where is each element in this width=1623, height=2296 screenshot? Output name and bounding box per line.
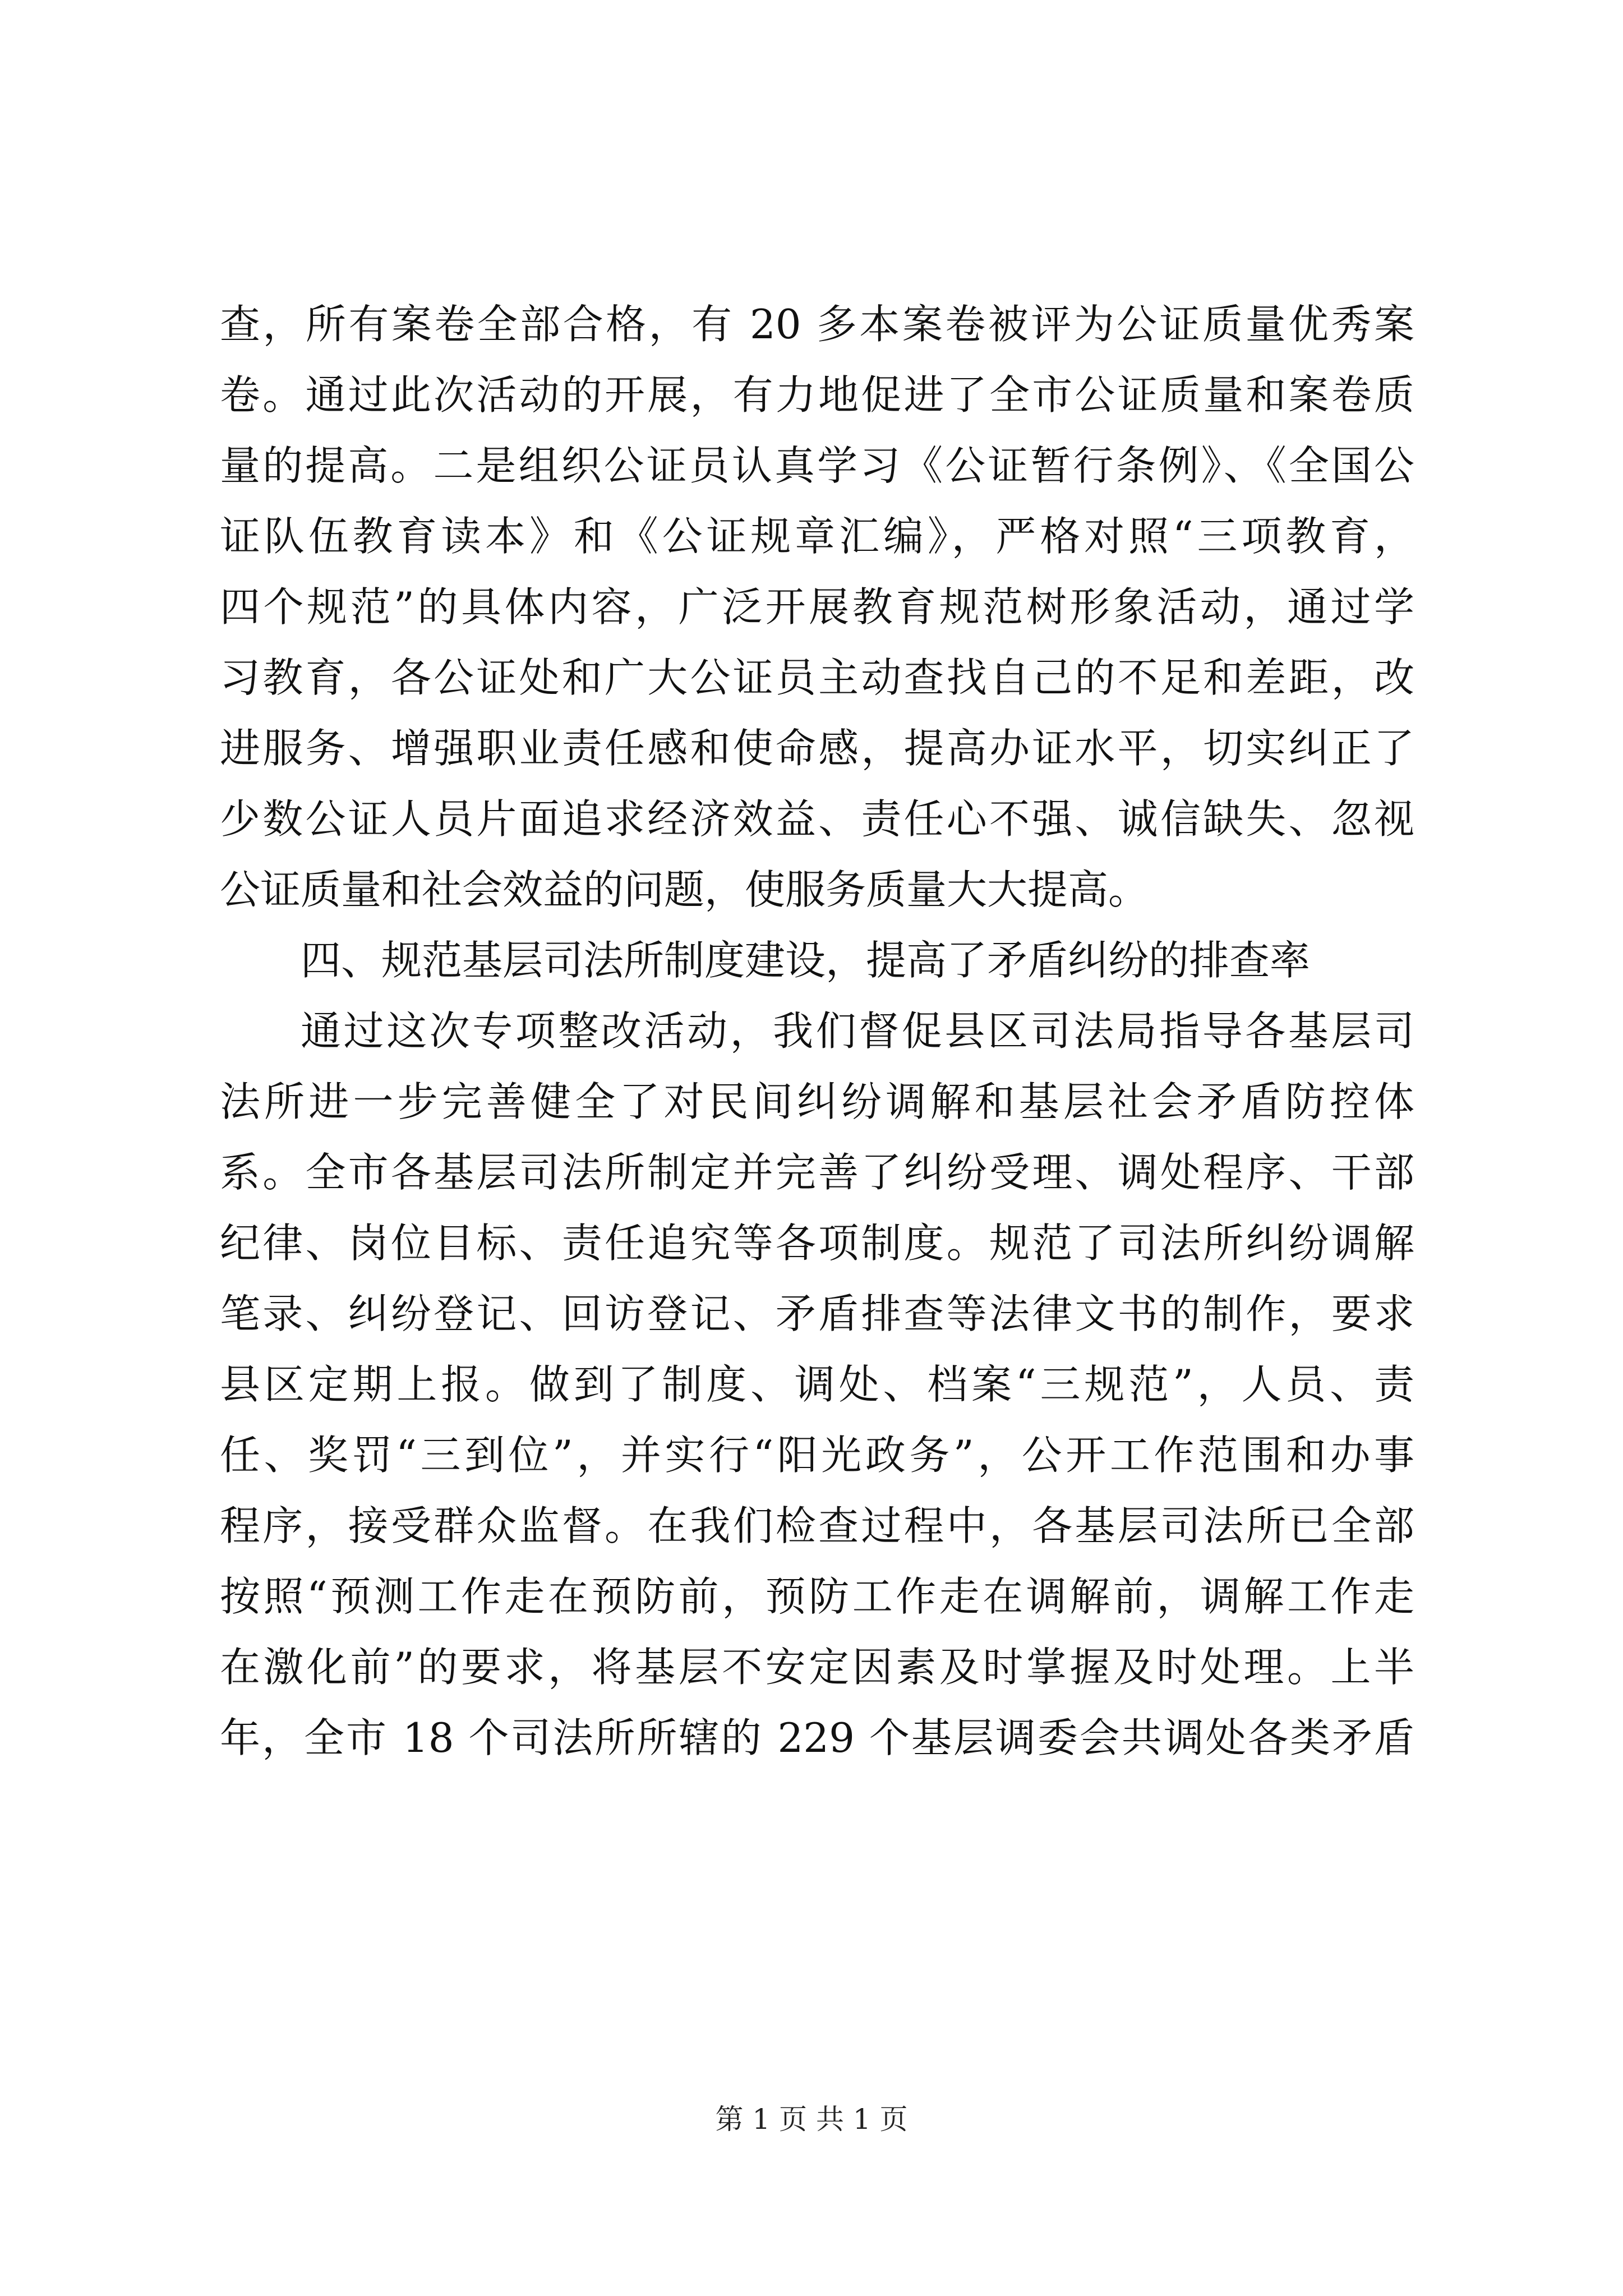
text-line: 系。全市各基层司法所制定并完善了纠纷受理、调处程序、干部 [220,1149,1414,1196]
text-line: 查，所有案卷全部合格，有 20 多本案卷被评为公证质量优秀案 [220,301,1414,348]
text-line: 公证质量和社会效益的问题，使服务质量大大提高。 [220,866,1149,913]
text-line: 任、奖罚“三到位”，并实行“阳光政务”，公开工作范围和办事 [220,1432,1414,1479]
text-line: 卷。通过此次活动的开展，有力地促进了全市公证质量和案卷质 [220,371,1414,418]
text-line: 量的提高。二是组织公证员认真学习《公证暂行条例》、《全国公 [220,442,1414,489]
text-line: 通过这次专项整改活动，我们督促县区司法局指导各基层司 [301,1007,1414,1055]
text-line: 纪律、岗位目标、责任追究等各项制度。规范了司法所纠纷调解 [220,1220,1414,1267]
text-line: 法所进一步完善健全了对民间纠纷调解和基层社会矛盾防控体 [220,1078,1414,1125]
text-line: 证队伍教育读本》和《公证规章汇编》，严格对照“三项教育， [220,513,1414,560]
text-line: 按照“预测工作走在预防前，预防工作走在调解前，调解工作走 [220,1573,1414,1620]
text-line: 年，全市 18 个司法所所辖的 229 个基层调委会共调处各类矛盾 [220,1714,1414,1761]
text-line: 笔录、纠纷登记、回访登记、矛盾排查等法律文书的制作，要求 [220,1290,1414,1337]
page-number-footer: 第 1 页 共 1 页 [715,2103,908,2136]
text-line: 进服务、增强职业责任感和使命感，提高办证水平，切实纠正了 [220,725,1414,772]
text-line: 四个规范”的具体内容，广泛开展教育规范树形象活动，通过学 [220,583,1414,631]
text-line: 程序，接受群众监督。在我们检查过程中，各基层司法所已全部 [220,1502,1414,1549]
text-line: 习教育，各公证处和广大公证员主动查找自己的不足和差距，改 [220,654,1414,701]
body-text [220,289,1414,1773]
text-line: 县区定期上报。做到了制度、调处、档案“三规范”，人员、责 [220,1361,1414,1408]
text-line: 在激化前”的要求，将基层不安定因素及时掌握及时处理。上半 [220,1644,1414,1691]
text-line: 少数公证人员片面追求经济效益、责任心不强、诚信缺失、忽视 [220,795,1414,843]
section-heading: 四、规范基层司法所制度建设，提高了矛盾纠纷的排查率 [301,937,1311,984]
